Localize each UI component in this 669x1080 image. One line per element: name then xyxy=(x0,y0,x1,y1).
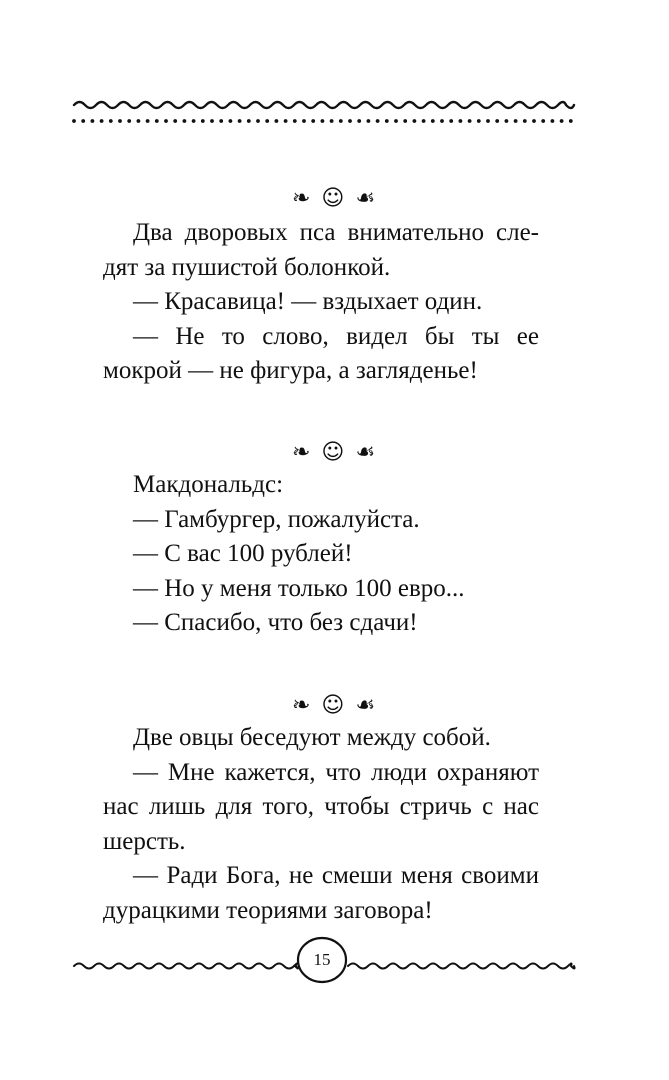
joke-1 xyxy=(103,216,539,389)
section-divider-ornament xyxy=(0,440,669,466)
text-line: мокрой — не фигура, а загляденье! xyxy=(103,357,478,384)
scroll-flourish-right-icon: ☙ xyxy=(355,440,378,465)
text-line: — С вас 100 рублей! xyxy=(133,540,353,567)
scroll-flourish-right-icon: ☙ xyxy=(355,186,378,211)
smiley-icon: ☺ xyxy=(321,186,347,211)
text-line: нас лишь для того, чтобы стричь с нас xyxy=(103,793,539,820)
page-number: 15 xyxy=(313,950,331,969)
joke-2 xyxy=(103,468,539,641)
section-divider-ornament xyxy=(0,186,669,212)
joke-3 xyxy=(103,721,539,928)
text-line: дурацкими теориями заговора! xyxy=(103,896,433,924)
scroll-flourish-left-icon: ❧ xyxy=(291,693,313,718)
text-line: — Мне кажется, что люди охраняют xyxy=(133,758,539,786)
scroll-flourish-left-icon: ❧ xyxy=(291,440,313,465)
text-line: Два дворовых пса внимательно сле- xyxy=(133,219,539,246)
text-line: Макдональдс: xyxy=(133,471,284,498)
text-line: дят за пушистой болонкой. xyxy=(103,253,391,281)
text-line: — Ради Бога, не смеши меня своими xyxy=(133,862,539,889)
text-line: — Не то слово, видел бы ты ее xyxy=(133,322,539,350)
text-line: Две овцы беседуют между собой. xyxy=(133,724,491,751)
section-divider-ornament xyxy=(0,693,669,719)
text-line: — Красавица! — вздыхает один. xyxy=(133,288,483,315)
scroll-flourish-right-icon: ☙ xyxy=(355,693,378,718)
text-line: — Но у меня только 100 евро... xyxy=(133,574,465,602)
text-line: — Гамбургер, пожалуйста. xyxy=(133,505,420,533)
smiley-icon: ☺ xyxy=(321,693,347,718)
text-line: — Спасибо, что без сдачи! xyxy=(133,609,418,636)
text-line: шерсть. xyxy=(103,827,186,855)
scroll-flourish-left-icon: ❧ xyxy=(291,186,313,211)
top-wave-ornament xyxy=(70,96,578,130)
smiley-icon: ☺ xyxy=(321,440,347,465)
